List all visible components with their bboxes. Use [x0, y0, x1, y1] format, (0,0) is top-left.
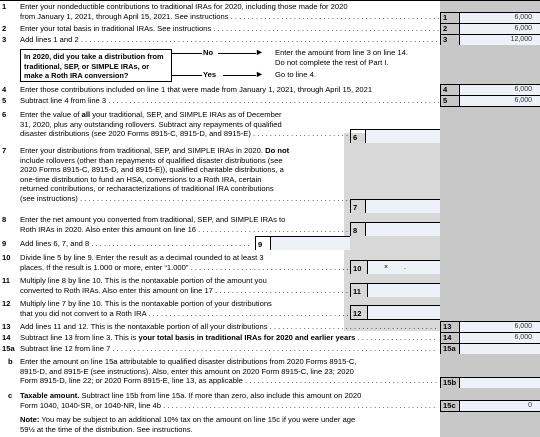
- line-number: 13: [2, 322, 11, 331]
- line-text-cont: (see instructions): [20, 193, 78, 203]
- amount-field[interactable]: 6,000: [459, 24, 540, 34]
- no-instruction: Enter the amount from line 3 on line 14.: [275, 48, 408, 57]
- amount-field[interactable]: 6,000: [459, 322, 540, 332]
- box-label: 10: [353, 264, 362, 273]
- box-4: [440, 84, 540, 95]
- line-text-cont: Roth IRAs in 2020. Also enter this amount on line 16: [20, 224, 197, 234]
- yes-arrow-line: [223, 75, 256, 76]
- amount-field[interactable]: 6,000: [459, 96, 540, 106]
- box-label: 1: [443, 13, 448, 22]
- multiply-sign: ×: [384, 264, 389, 271]
- box-label: 2: [443, 24, 448, 33]
- box-10: [350, 260, 440, 274]
- line-text: Enter your nondeductible contributions to traditional IRAs for 2020, including those made for 2020: [20, 2, 348, 11]
- line-text: Add lines 6, 7, and 8: [20, 239, 90, 248]
- amount-field[interactable]: 6,000: [459, 333, 540, 343]
- line-number: 10: [2, 253, 11, 262]
- yes-connector: [172, 75, 202, 76]
- amount-field[interactable]: [459, 344, 540, 354]
- no-arrow-line: [218, 53, 256, 54]
- amount-field[interactable]: [270, 237, 350, 250]
- line-text-cont: from January 1, 2021, through April 15, 2021. See instructions . . .: [20, 12, 440, 22]
- line-text: Add lines 11 and 12. This is the nontaxable portion of all your distributions: [20, 322, 268, 331]
- box-8: [350, 222, 440, 236]
- box-label: 6: [353, 133, 358, 142]
- amount-field[interactable]: [367, 261, 440, 274]
- box-15a: [440, 343, 540, 354]
- line-7: [0, 146, 540, 206]
- box-15c: [440, 400, 540, 412]
- box-label: 4: [443, 85, 448, 94]
- amount-field[interactable]: [365, 200, 440, 213]
- line-text: Divide line 5 by line 9. Enter the result as a decimal rounded to at least 3: [20, 253, 264, 262]
- line-text-bold: your total basis in traditional IRAs for 2020 and earlier years: [138, 333, 356, 342]
- line-text: Subtract line 4 from line 3: [20, 96, 107, 105]
- note-label: Note:: [20, 415, 40, 424]
- line-number: 12: [2, 299, 11, 308]
- line-text: Enter those contributions included on line 1 that were made from January 1, 2021, through April 15, 2021: [20, 85, 373, 94]
- box-13: [440, 321, 540, 332]
- line-number: 7: [2, 146, 7, 155]
- box-label: 13: [443, 322, 452, 331]
- box-1: [440, 12, 540, 23]
- box-11: [350, 283, 440, 297]
- box-label: 15a: [443, 344, 456, 353]
- amount-field[interactable]: [365, 130, 440, 143]
- line-number: 8: [2, 215, 7, 224]
- box-6: [350, 129, 440, 143]
- line-6: [0, 110, 540, 140]
- line-text: Taxable amount. Subtract line 15b from line 15a. If more than zero, also include this amount on 2020: [20, 391, 362, 400]
- line-number: c: [8, 391, 13, 400]
- line-text-cont: one-time distribution to fund an HSA, conversions to a Roth IRA, certain: [20, 174, 262, 184]
- line-number: 1: [2, 2, 7, 11]
- box-label: 11: [353, 287, 362, 296]
- line-text-cont: converted to Roth IRAs. Also enter this amount on line 17: [20, 285, 213, 295]
- box-label: 15c: [443, 401, 456, 410]
- line-text: Subtract line 12 from line 7: [20, 344, 111, 353]
- note-text-cont: 59½ at the time of the distribution. See instructions.: [20, 424, 193, 434]
- decimal-point: .: [404, 264, 406, 271]
- line-text: Enter the value of all your traditional, SEP, and SIMPLE IRAs as of December: [20, 110, 282, 119]
- amount-field[interactable]: [367, 284, 440, 297]
- line-number: b: [8, 357, 13, 366]
- line-number: 11: [2, 276, 11, 285]
- box-7: [350, 199, 440, 213]
- top-border: [0, 0, 540, 1]
- line-text-cont: places. If the result is 1.000 or more, enter “1.000”: [20, 262, 189, 272]
- line-number: 2: [2, 24, 7, 33]
- line-text-cont: Form 1040, 1040-SR, or 1040-NR, line 4b: [20, 400, 161, 410]
- amount-field[interactable]: 0: [459, 401, 540, 411]
- box-14: [440, 332, 540, 343]
- line-number: 9: [2, 239, 7, 248]
- line-text-cont: include rollovers (other than repayments of qualified disaster distributions (see: [20, 155, 283, 165]
- line-text: Enter the amount on line 15a attributable to qualified disaster distributions from 2020 Forms 8915-C,: [20, 357, 357, 366]
- box-label: 5: [443, 96, 448, 105]
- box-2: [440, 23, 540, 34]
- line-12: [0, 299, 540, 319]
- line-number: 3: [2, 35, 7, 44]
- line-text-cont: disaster distributions (see 2020 Forms 8915-C, 8915-D, and 8915-E): [20, 129, 251, 139]
- question-text: In 2020, did you take a distribution from traditional, SEP, or SIMPLE IRAs, or make a Roth IRA conversion?: [24, 52, 164, 81]
- box-label: 8: [353, 226, 358, 235]
- box-label: 14: [443, 333, 452, 342]
- box-9: [255, 236, 350, 250]
- amount-field[interactable]: [367, 306, 440, 319]
- line-text: Enter your total basis in traditional IRAs. See instructions: [20, 24, 212, 33]
- no-connector: [172, 53, 202, 54]
- box-label: 3: [443, 35, 448, 44]
- line-number: 15a: [2, 344, 15, 353]
- box-3: [440, 34, 540, 45]
- arrow-right-icon: ►: [255, 69, 264, 79]
- line-text: Multiply line 7 by line 10. This is the nontaxable portion of your distributions: [20, 299, 272, 308]
- amount-field[interactable]: [459, 378, 540, 388]
- line-text: Enter the net amount you converted from traditional, SEP, and SIMPLE IRAs to: [20, 215, 286, 224]
- line-10: [0, 253, 540, 273]
- line-text-cont: 2020 Forms 8915-C, 8915-D, and 8915-E)), qualified charitable distributions, a: [20, 165, 284, 175]
- amount-field[interactable]: [365, 223, 440, 236]
- box-12: [350, 305, 440, 320]
- line-text: Multiply line 8 by line 10. This is the nontaxable portion of the amount you: [20, 276, 267, 285]
- amount-field[interactable]: 6,000: [459, 13, 540, 23]
- line-text: Subtract line 13 from line 3. This is: [20, 333, 139, 342]
- box-label: 12: [353, 309, 362, 318]
- box-5: [440, 95, 540, 106]
- line-text-cont: Form 8915-D, line 22; or 2020 Form 8915-E, line 13, as applicable: [20, 376, 243, 386]
- box-label: 15b: [443, 378, 457, 387]
- question-box: [20, 49, 172, 82]
- yes-instruction: Go to line 4.: [275, 70, 316, 79]
- line-number: 6: [2, 110, 7, 119]
- note: [0, 415, 540, 435]
- line-text-cont: 8915-D, and 8915-E (see instructions). Also, enter this amount on 2020 Form 8915-C, line 23; 2020: [20, 366, 354, 376]
- no-instruction-cont: Do not complete the rest of Part I.: [275, 58, 389, 67]
- box-label: 7: [353, 203, 358, 212]
- line-number: 14: [2, 333, 11, 342]
- no-label[interactable]: No: [203, 48, 214, 57]
- line-number: 4: [2, 85, 7, 94]
- note-text: Note: You may be subject to an additional 10% tax on the amount on line 15c if you were under age: [20, 415, 356, 424]
- box-label: 9: [258, 240, 263, 249]
- line-8: [0, 215, 540, 235]
- yes-label[interactable]: Yes: [203, 70, 217, 79]
- amount-field[interactable]: 6,000: [459, 85, 540, 95]
- right-col-divider: [440, 106, 540, 107]
- line-11: [0, 276, 540, 296]
- line-number: 5: [2, 96, 7, 105]
- line-text-cont: returned contributions, or recharacterizations of traditional IRA contributions: [20, 184, 274, 194]
- arrow-right-icon: ►: [255, 47, 264, 57]
- line-text: Add lines 1 and 2: [20, 35, 79, 44]
- box-15b: [440, 377, 540, 388]
- line-text: Enter your distributions from traditional, SEP, and SIMPLE IRAs in 2020. Do not: [20, 146, 290, 155]
- line-text-cont: that you did not convert to a Roth IRA: [20, 308, 147, 318]
- line-text-cont: 31, 2020, plus any outstanding rollovers. Subtract any repayments of qualified: [20, 119, 282, 129]
- amount-field[interactable]: 12,000: [459, 35, 540, 45]
